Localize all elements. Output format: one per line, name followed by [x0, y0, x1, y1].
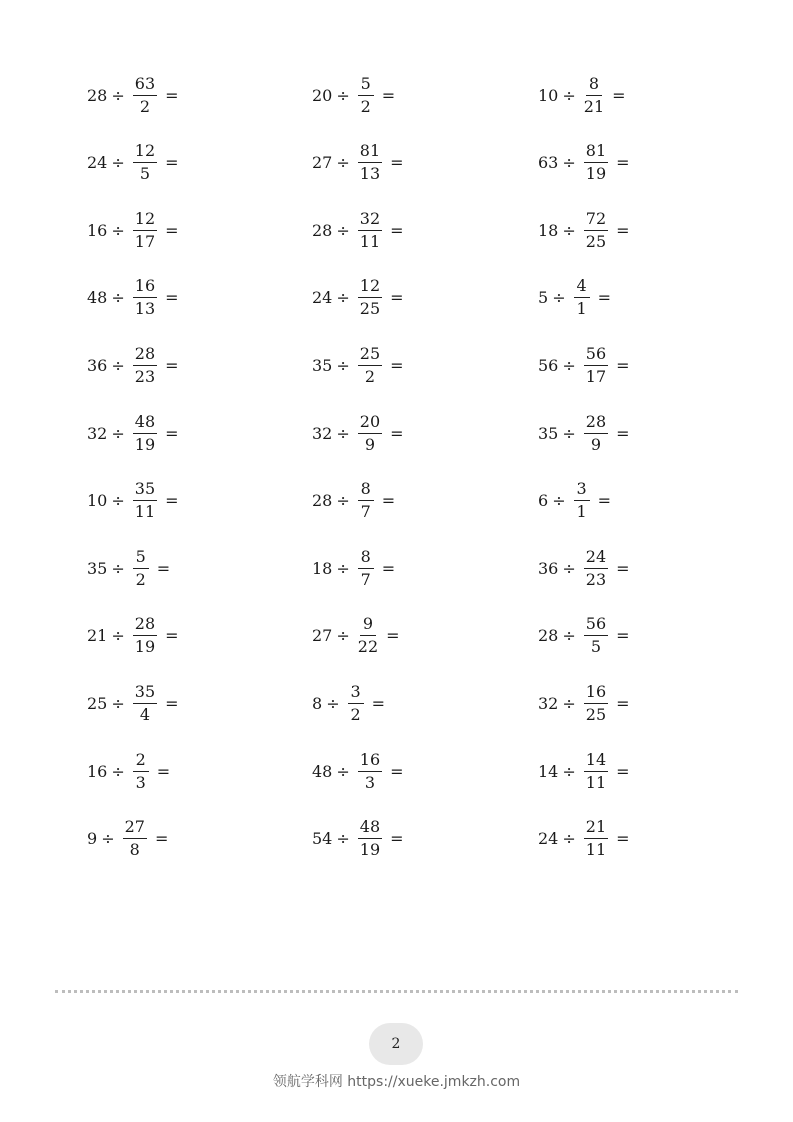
division-problem [312, 548, 399, 588]
equals-sign: = [616, 153, 630, 173]
page-number-badge [369, 1023, 423, 1065]
fraction [584, 616, 608, 655]
denominator: 1 [576, 299, 587, 319]
denominator: 5 [590, 637, 602, 657]
divide-sign: ÷ [111, 85, 125, 105]
fraction [358, 343, 382, 386]
denominator: 25 [359, 299, 381, 319]
dividend: 54 [312, 829, 333, 849]
numerator: 12 [133, 211, 157, 231]
denominator: 19 [134, 637, 156, 657]
fraction [133, 616, 157, 655]
fraction [584, 546, 608, 589]
division-problem [312, 210, 408, 250]
fraction [583, 73, 605, 116]
numerator: 27 [123, 819, 147, 839]
denominator: 9 [364, 434, 376, 454]
equals-sign: = [390, 220, 404, 240]
denominator: 2 [350, 704, 361, 724]
denominator: 19 [134, 434, 156, 454]
denominator: 8 [129, 840, 140, 860]
equals-sign: = [616, 558, 630, 578]
denominator: 19 [359, 840, 381, 860]
equals-sign: = [381, 491, 396, 511]
division-problem [538, 143, 634, 183]
denominator: 11 [585, 840, 607, 860]
divide-sign: ÷ [336, 558, 350, 578]
denominator: 11 [585, 772, 607, 792]
equals-sign: = [616, 423, 630, 443]
dividend: 36 [87, 355, 108, 375]
equals-sign: = [616, 693, 630, 713]
division-problem [87, 413, 183, 453]
dividend: 28 [538, 626, 559, 646]
division-problem [312, 819, 408, 859]
fraction [133, 681, 157, 724]
fraction [574, 481, 590, 520]
equals-sign: = [616, 220, 630, 240]
dividend: 35 [87, 558, 108, 578]
fraction [574, 278, 590, 317]
equals-sign: = [154, 829, 169, 849]
denominator: 7 [360, 502, 371, 522]
numerator: 56 [584, 616, 608, 636]
divide-sign: ÷ [562, 423, 576, 443]
dividend: 56 [538, 355, 559, 375]
dividend: 35 [538, 423, 559, 443]
dividend: 16 [87, 761, 108, 781]
divide-sign: ÷ [111, 761, 125, 781]
numerator: 16 [133, 278, 157, 298]
equals-sign: = [390, 423, 404, 443]
numerator: 28 [584, 414, 608, 434]
fraction [133, 749, 149, 792]
dividend: 10 [87, 491, 108, 511]
fraction [133, 546, 149, 589]
divide-sign: ÷ [336, 491, 350, 511]
numerator: 48 [133, 414, 157, 434]
dividend: 63 [538, 153, 559, 173]
division-problem [538, 548, 634, 588]
dotted-divider [55, 990, 738, 993]
numerator: 28 [133, 616, 157, 636]
divide-sign: ÷ [111, 153, 125, 173]
denominator: 4 [139, 704, 151, 724]
equals-sign: = [616, 355, 630, 375]
dividend: 27 [312, 626, 333, 646]
division-problem [87, 143, 183, 183]
denominator: 11 [359, 231, 381, 251]
dividend: 32 [312, 423, 333, 443]
divide-sign: ÷ [562, 355, 576, 375]
equals-sign: = [597, 491, 611, 511]
division-problem [87, 751, 174, 791]
equals-sign: = [165, 220, 179, 240]
denominator: 22 [357, 637, 379, 657]
dividend: 28 [312, 491, 333, 511]
fraction [358, 481, 374, 520]
division-problem [538, 481, 615, 521]
denominator: 2 [364, 366, 376, 386]
dividend: 24 [312, 288, 333, 308]
numerator: 48 [358, 819, 382, 839]
denominator: 13 [359, 164, 381, 184]
dividend: 32 [87, 423, 108, 443]
fraction [358, 208, 382, 251]
division-problem [538, 75, 630, 115]
division-problem [87, 278, 183, 318]
denominator: 21 [583, 96, 605, 116]
denominator: 25 [585, 704, 607, 724]
equals-sign: = [612, 85, 626, 105]
fraction [358, 819, 382, 858]
equals-sign: = [390, 829, 404, 849]
denominator: 9 [590, 434, 602, 454]
numerator: 12 [358, 278, 382, 298]
numerator: 14 [584, 752, 608, 772]
equals-sign: = [156, 558, 171, 578]
equals-sign: = [390, 761, 404, 781]
denominator: 2 [135, 569, 146, 589]
fraction [133, 343, 157, 386]
dividend: 6 [538, 491, 549, 511]
divide-sign: ÷ [336, 829, 350, 849]
numerator: 5 [358, 76, 374, 96]
numerator: 24 [584, 549, 608, 569]
dividend: 32 [538, 693, 559, 713]
equals-sign: = [156, 761, 171, 781]
divide-sign: ÷ [111, 491, 125, 511]
dividend: 48 [312, 761, 333, 781]
equals-sign: = [371, 693, 385, 713]
denominator: 2 [360, 96, 371, 116]
division-problem [538, 616, 634, 656]
fraction [584, 681, 608, 724]
division-problem [312, 143, 408, 183]
division-problem [538, 683, 634, 723]
dividend: 16 [87, 220, 108, 240]
division-problem [312, 345, 408, 385]
denominator: 23 [134, 366, 156, 386]
numerator: 63 [133, 76, 157, 96]
divide-sign: ÷ [562, 693, 576, 713]
numerator: 20 [358, 414, 382, 434]
denominator: 7 [360, 569, 371, 589]
fraction [358, 749, 382, 792]
page-number: 2 [391, 1036, 401, 1052]
division-problem [312, 481, 399, 521]
equals-sign: = [165, 491, 179, 511]
fraction [358, 546, 374, 589]
denominator: 2 [139, 96, 151, 116]
fraction [133, 143, 157, 182]
denominator: 13 [134, 299, 156, 319]
fraction [358, 411, 382, 454]
equals-sign: = [165, 85, 179, 105]
dividend: 27 [312, 153, 333, 173]
divide-sign: ÷ [336, 761, 350, 781]
division-problem [538, 278, 615, 318]
division-problem [312, 683, 389, 723]
divide-sign: ÷ [336, 355, 350, 375]
dividend: 14 [538, 761, 559, 781]
numerator: 56 [584, 346, 608, 366]
division-problem [538, 413, 634, 453]
dividend: 8 [312, 693, 323, 713]
dividend: 36 [538, 558, 559, 578]
division-problem [87, 616, 183, 656]
fraction [133, 481, 157, 520]
divide-sign: ÷ [326, 693, 340, 713]
fraction [133, 411, 157, 454]
equals-sign: = [616, 761, 630, 781]
division-problem [538, 210, 634, 250]
equals-sign: = [165, 693, 179, 713]
division-problem [87, 75, 183, 115]
numerator: 9 [360, 616, 376, 636]
dividend: 24 [87, 153, 108, 173]
divide-sign: ÷ [111, 626, 125, 646]
fraction [348, 681, 364, 724]
numerator: 3 [574, 481, 590, 501]
dividend: 5 [538, 288, 549, 308]
numerator: 4 [574, 278, 590, 298]
denominator: 25 [585, 231, 607, 251]
fraction [584, 143, 608, 182]
fraction [358, 73, 374, 116]
numerator: 72 [584, 211, 608, 231]
division-problem [312, 75, 399, 115]
fraction [584, 749, 608, 792]
divide-sign: ÷ [111, 423, 125, 443]
divide-sign: ÷ [336, 626, 350, 646]
division-problem [538, 345, 634, 385]
numerator: 81 [584, 143, 608, 163]
numerator: 81 [358, 143, 382, 163]
equals-sign: = [597, 288, 611, 308]
dividend: 48 [87, 288, 108, 308]
fraction [123, 819, 147, 858]
divide-sign: ÷ [562, 558, 576, 578]
division-problem [312, 751, 408, 791]
numerator: 28 [133, 346, 157, 366]
numerator: 35 [133, 481, 157, 501]
divide-sign: ÷ [562, 153, 576, 173]
division-problem [538, 819, 634, 859]
dividend: 25 [87, 693, 108, 713]
denominator: 17 [585, 366, 607, 386]
numerator: 3 [348, 684, 364, 704]
fraction [358, 616, 378, 655]
divide-sign: ÷ [336, 85, 350, 105]
fraction [584, 819, 608, 858]
numerator: 12 [133, 143, 157, 163]
equals-sign: = [381, 558, 396, 578]
denominator: 11 [134, 502, 156, 522]
division-problem [312, 413, 408, 453]
division-problem [87, 548, 174, 588]
equals-sign: = [390, 355, 404, 375]
numerator: 8 [586, 76, 602, 96]
divide-sign: ÷ [552, 491, 566, 511]
divide-sign: ÷ [562, 829, 576, 849]
equals-sign: = [390, 153, 404, 173]
numerator: 32 [358, 211, 382, 231]
dividend: 28 [87, 85, 108, 105]
equals-sign: = [165, 626, 179, 646]
numerator: 25 [358, 346, 382, 366]
divide-sign: ÷ [336, 220, 350, 240]
footer-watermark: 领航学科网 https://xueke.jmkzh.com [272, 1074, 521, 1090]
division-problem [87, 210, 183, 250]
equals-sign: = [386, 626, 400, 646]
equals-sign: = [390, 288, 404, 308]
equals-sign: = [165, 153, 179, 173]
numerator: 5 [133, 549, 149, 569]
division-problem [312, 278, 408, 318]
dividend: 18 [538, 220, 559, 240]
equals-sign: = [381, 85, 396, 105]
divide-sign: ÷ [111, 355, 125, 375]
division-problem [87, 481, 183, 521]
divide-sign: ÷ [336, 288, 350, 308]
dividend: 35 [312, 355, 333, 375]
equals-sign: = [165, 288, 179, 308]
fraction [584, 343, 608, 386]
division-problem [538, 751, 634, 791]
denominator: 1 [576, 502, 587, 522]
denominator: 17 [134, 231, 156, 251]
divide-sign: ÷ [111, 288, 125, 308]
numerator: 35 [133, 684, 157, 704]
divide-sign: ÷ [562, 626, 576, 646]
denominator: 19 [585, 164, 607, 184]
fraction [584, 208, 608, 251]
divide-sign: ÷ [562, 85, 576, 105]
numerator: 16 [358, 752, 382, 772]
dividend: 24 [538, 829, 559, 849]
fraction [584, 411, 608, 454]
fraction [133, 208, 157, 251]
numerator: 2 [133, 752, 149, 772]
divide-sign: ÷ [562, 761, 576, 781]
numerator: 8 [358, 481, 374, 501]
dividend: 20 [312, 85, 333, 105]
fraction [133, 73, 157, 116]
dividend: 28 [312, 220, 333, 240]
equals-sign: = [616, 829, 630, 849]
denominator: 23 [585, 569, 607, 589]
dividend: 9 [87, 829, 98, 849]
numerator: 21 [584, 819, 608, 839]
numerator: 8 [358, 549, 374, 569]
divide-sign: ÷ [552, 288, 566, 308]
denominator: 3 [135, 772, 146, 792]
fraction [358, 143, 382, 182]
divide-sign: ÷ [111, 693, 125, 713]
divide-sign: ÷ [336, 153, 350, 173]
dividend: 18 [312, 558, 333, 578]
division-problem [312, 616, 404, 656]
divide-sign: ÷ [562, 220, 576, 240]
division-problem [87, 345, 183, 385]
numerator: 16 [584, 684, 608, 704]
equals-sign: = [616, 626, 630, 646]
divide-sign: ÷ [101, 829, 115, 849]
divide-sign: ÷ [336, 423, 350, 443]
divide-sign: ÷ [111, 558, 125, 578]
fraction [358, 278, 382, 317]
equals-sign: = [165, 355, 179, 375]
denominator: 3 [364, 772, 376, 792]
division-problem [87, 819, 172, 859]
denominator: 5 [139, 164, 151, 184]
divide-sign: ÷ [111, 220, 125, 240]
dividend: 10 [538, 85, 559, 105]
equals-sign: = [165, 423, 179, 443]
dividend: 21 [87, 626, 108, 646]
division-problem [87, 683, 183, 723]
fraction [133, 278, 157, 317]
